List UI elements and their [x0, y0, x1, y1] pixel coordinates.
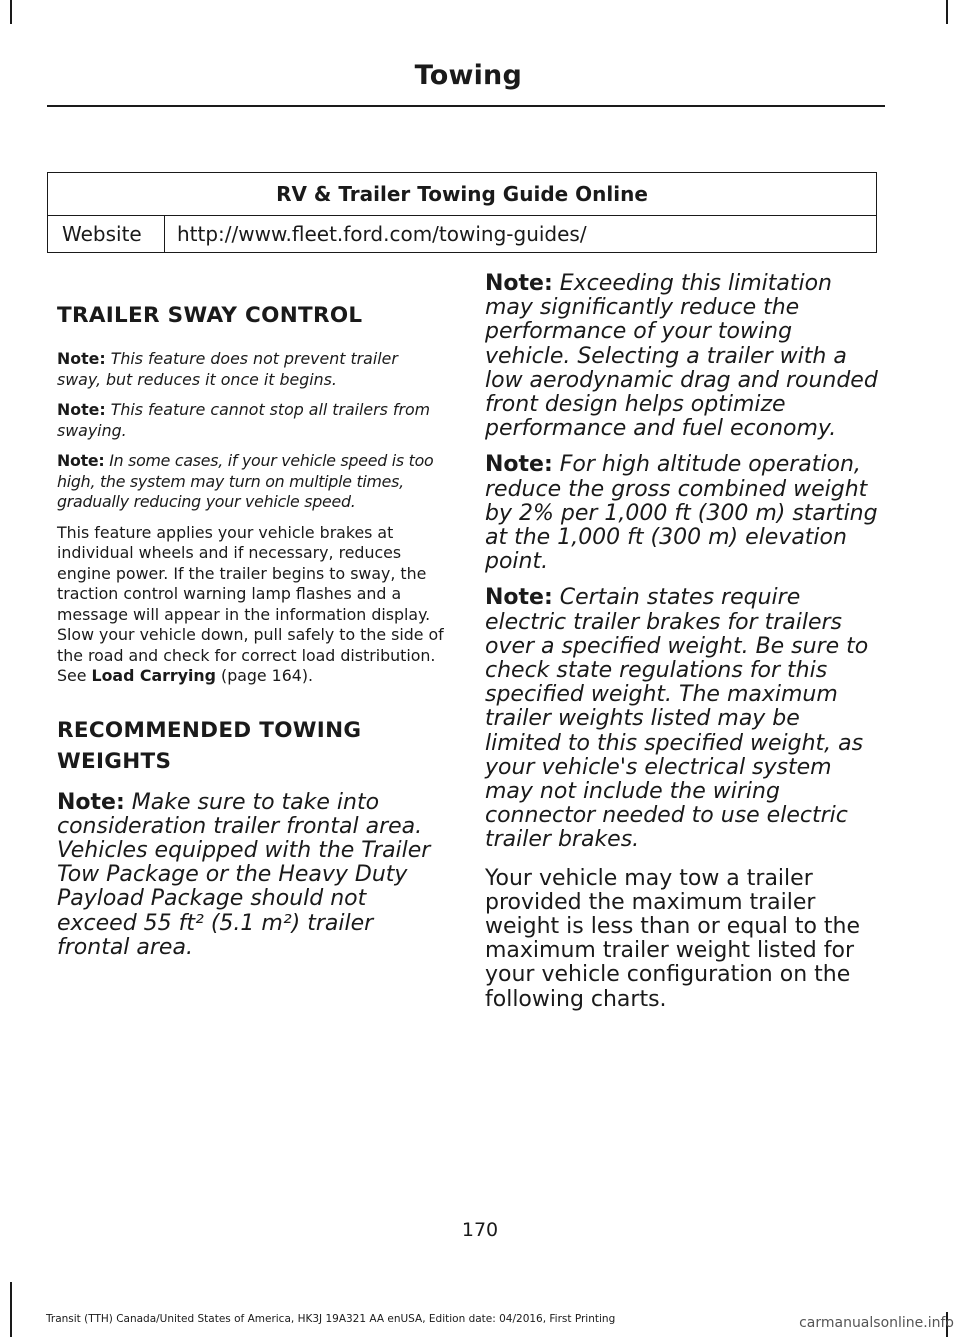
section-heading-recommended-towing	[57, 715, 445, 777]
note-text: For high altitude operation, reduce the gross combined weight by 2% per 1,000 ft (300 m) starting at the 1,000 ft (300 m) elevation point.	[485, 452, 878, 575]
body-paragraph	[57, 523, 445, 687]
note-paragraph	[57, 791, 445, 960]
note-paragraph	[485, 272, 880, 441]
note-label: Note:	[57, 349, 106, 368]
note-label: Note:	[485, 271, 553, 296]
note-text: Make sure to take into consideration trailer frontal area. Vehicles equipped with the Trailer Tow Package or the Heavy Duty Payload Package should not exceed 55 ft² (5.1 m²) trailer frontal area.	[57, 789, 431, 960]
load-carrying-link[interactable]: Load Carrying	[91, 666, 216, 685]
note-text: This feature cannot stop all trailers from swaying.	[57, 400, 430, 440]
table-cell-label: Website	[48, 216, 165, 253]
heading-line: RECOMMENDED TOWING	[57, 717, 362, 743]
body-paragraph: Your vehicle may tow a trailer provided the maximum trailer weight is less than or equal to the maximum trailer weight listed for your vehicle configuration on the following charts.	[485, 865, 860, 1012]
note-label: Note:	[485, 452, 553, 478]
note-label: Note:	[57, 400, 106, 419]
page-reference: (page 164).	[221, 666, 314, 685]
table-caption: RV & Trailer Towing Guide Online	[48, 173, 877, 216]
table-row	[48, 216, 877, 253]
note-paragraph	[485, 453, 880, 574]
note-text: Exceeding this limitation may significantly reduce the performance of your towing vehicle. Selecting a trailer with a low aerodynamic drag and rounded front design helps optimize performance and fuel economy.	[485, 271, 878, 442]
note-label: Note:	[57, 451, 105, 470]
frontal-area-note	[57, 791, 445, 960]
body-text: This feature applies your vehicle brakes at individual wheels and if necessary, reduces engine power. If the trailer begins to sway, the traction control warning lamp flashes and a message will appear in the information display. Slow your vehicle down, pull safely to the side of the road and check for correct load distribution. See	[57, 522, 444, 685]
crop-mark-bottom-left	[10, 1282, 12, 1337]
edition-footer: Transit (TTH) Canada/United States of America, HK3J 19A321 AA enUSA, Edition date: 04/2016, First Printing	[46, 1313, 616, 1325]
website-link[interactable]: http://www.fleet.ford.com/towing-guides/	[165, 216, 877, 253]
note-text: This feature does not prevent trailer sway, but reduces it once it begins.	[57, 349, 398, 389]
note-text: In some cases, if your vehicle speed is too high, the system may turn on multiple times, gradually reducing your vehicle speed.	[57, 451, 434, 511]
note-paragraph	[57, 349, 445, 390]
crop-mark-top-left	[10, 0, 12, 24]
note-paragraph	[57, 451, 445, 513]
table-header-row	[48, 173, 877, 216]
page-title: Towing	[414, 60, 522, 91]
crop-mark-top-right	[946, 0, 948, 24]
sway-notes	[57, 349, 445, 687]
note-paragraph	[485, 586, 880, 852]
section-heading-trailer-sway: TRAILER SWAY CONTROL	[57, 303, 363, 328]
right-column	[485, 272, 880, 1024]
towing-guide-table	[47, 172, 877, 253]
left-column	[57, 300, 445, 972]
header-rule	[47, 105, 885, 107]
note-paragraph	[57, 400, 445, 441]
page-number: 170	[461, 1219, 499, 1241]
note-label: Note:	[57, 789, 125, 815]
watermark: carmanualsonline.info	[799, 1315, 954, 1331]
heading-line: WEIGHTS	[57, 748, 172, 774]
note-label: Note:	[485, 585, 553, 611]
note-text: Certain states require electric trailer brakes for trailers over a specified weight. Be sure to check state regulations for this specified weight. The maximum trailer weights listed may be limited to this specified weight, as your vehicle's electrical system may not include the wiring connector needed to use electric trailer brakes.	[485, 585, 869, 853]
